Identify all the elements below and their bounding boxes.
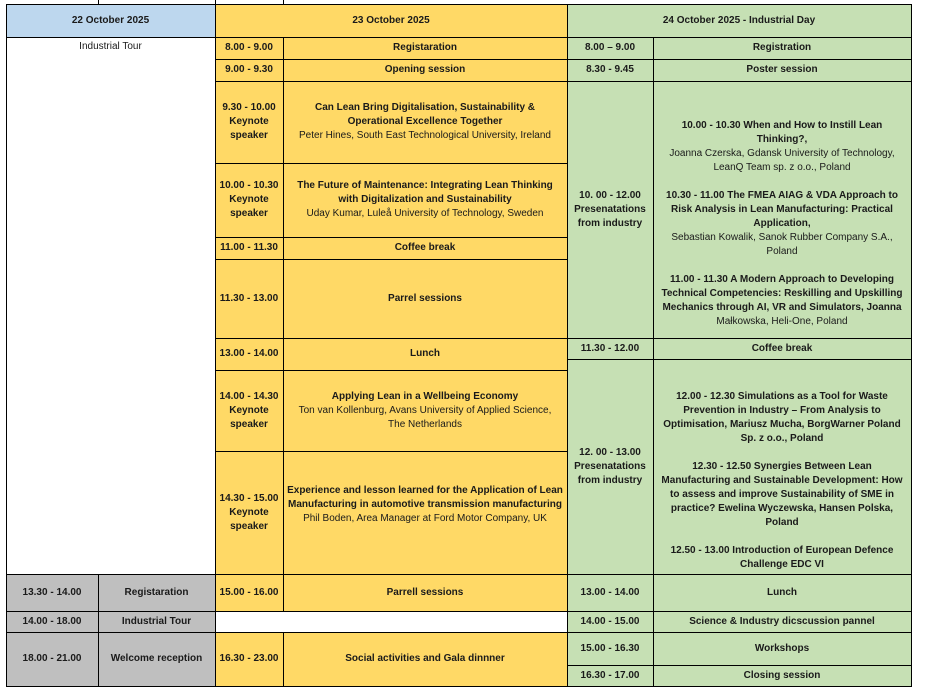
day3-time-panel: 14.00 - 15.00	[567, 611, 653, 632]
day3-time-poster: 8.30 - 9.45	[567, 59, 653, 81]
day2-event-parallel: Parrel sessions	[283, 259, 567, 338]
day3-event-panel: Science & Industry dicscussion pannel	[653, 611, 911, 632]
grid-line	[567, 665, 912, 666]
day2-time-parallel: 11.30 - 13.00	[215, 259, 283, 338]
day2-empty-row	[215, 611, 567, 632]
grid-line	[215, 4, 216, 687]
keynote-title: Experience and lesson learned for the Application of Lean Manufacturing in automotive transmission manufacturing	[287, 485, 563, 510]
grid-line	[283, 632, 284, 687]
grid-line	[567, 359, 912, 360]
keynote-time: 9.30 - 10.00	[222, 102, 276, 113]
day1-time-industrial-tour: 14.00 - 18.00	[6, 611, 98, 632]
day2-event-opening: Opening session	[283, 59, 567, 81]
talk-speaker: Sebastian Kowalik, Sanok Rubber Company S.A., Poland	[671, 232, 893, 257]
grid-line	[215, 451, 567, 452]
keynote-speaker: Ton van Kollenburg, Avans University of Applied Science, The Netherlands	[298, 404, 552, 430]
day2-keynote-4	[283, 451, 567, 574]
day2-keynote-2	[283, 163, 567, 237]
grid-line	[215, 259, 567, 260]
day2-header: 23 October 2025	[215, 4, 567, 37]
day3-presentations-2	[653, 359, 911, 574]
day3-time-closing: 16.30 - 17.00	[567, 665, 653, 686]
day1-event-registration: Registaration	[98, 574, 215, 611]
session-label: Presenatations	[574, 460, 646, 472]
grid-line	[567, 4, 568, 687]
day3-time-presentations-2	[567, 359, 653, 574]
keynote-label: Keynote	[229, 194, 269, 205]
day2-event-registration: Registaration	[283, 37, 567, 59]
grid-line	[6, 611, 912, 612]
day1-time-welcome: 18.00 - 21.00	[6, 632, 98, 686]
keynote-speaker: Peter Hines, South East Technological University, Ireland	[299, 130, 551, 141]
talk-speaker: Małkowska, Heli-One, Poland	[716, 316, 848, 327]
day2-time-keynote-1	[215, 81, 283, 163]
day3-time-workshops: 15.00 - 16.30	[567, 632, 653, 665]
day2-time-parallel-2: 15.00 - 16.00	[215, 574, 283, 611]
day2-keynote-1	[283, 81, 567, 163]
day3-time-coffee: 11.30 - 12.00	[567, 338, 653, 359]
grid-line	[6, 37, 912, 38]
day3-time-lunch: 13.00 - 14.00	[567, 574, 653, 611]
day2-time-coffee: 11.00 - 11.30	[215, 237, 283, 259]
talk-title: 10.00 - 10.30 When and How to Instill Lean Thinking?,	[681, 120, 883, 145]
day2-keynote-3	[283, 370, 567, 451]
talk-title: 12.50 - 13.00 Introduction of European Defence Challenge EDC VI	[670, 545, 894, 570]
day1-industrial-tour-note: Industrial Tour	[6, 37, 215, 574]
day2-time-social: 16.30 - 23.00	[215, 632, 283, 686]
day3-event-workshops: Workshops	[653, 632, 911, 665]
day3-presentations-1	[653, 81, 911, 338]
grid-line	[6, 686, 912, 687]
grid-line	[215, 370, 567, 371]
session-label: from industry	[577, 474, 643, 486]
session-label: Presenatations	[574, 203, 646, 215]
keynote-label: speaker	[230, 418, 268, 430]
day2-time-registration: 8.00 - 9.00	[215, 37, 283, 59]
day3-time-presentations-1	[567, 81, 653, 338]
keynote-label: speaker	[230, 130, 268, 141]
day3-event-registration: Registration	[653, 37, 911, 59]
keynote-label: Keynote	[229, 506, 269, 518]
day2-time-lunch: 13.00 - 14.00	[215, 338, 283, 370]
keynote-title: Applying Lean in a Wellbeing Economy	[331, 390, 519, 402]
day2-time-keynote-3	[215, 370, 283, 451]
day1-time-registration: 13.30 - 14.00	[6, 574, 98, 611]
grid-line	[215, 163, 567, 164]
talk-title: 11.00 - 11.30 A Modern Approach to Developing Technical Competencies: Reskilling and Upskilling Mechanics through AI, VR and Simulators, Joanna	[661, 274, 903, 313]
keynote-title: The Future of Maintenance: Integrating Lean Thinking with Digitalization and Sustainability	[297, 180, 553, 205]
day3-time-registration: 8.00 – 9.00	[567, 37, 653, 59]
day3-header: 24 October 2025 - Industrial Day	[567, 4, 911, 37]
keynote-label: Keynote	[229, 116, 269, 127]
grid-line	[653, 37, 654, 687]
keynote-label: Keynote	[229, 404, 269, 416]
grid-line	[6, 574, 912, 575]
grid-line	[6, 4, 912, 5]
talk-title: 10.30 - 11.00 The FMEA AIAG & VDA Approach to Risk Analysis in Lean Manufacturing: Practical Application,	[666, 190, 898, 229]
grid-line	[283, 37, 284, 611]
day2-event-lunch: Lunch	[283, 338, 567, 370]
keynote-time: 14.30 - 15.00	[219, 492, 279, 504]
keynote-label: speaker	[230, 208, 268, 219]
day2-time-keynote-2	[215, 163, 283, 237]
grid-line	[215, 338, 912, 339]
talk-speaker: Joanna Czerska, Gdansk University of Technology, LeanQ Team sp. z o.o., Poland	[669, 148, 895, 173]
day2-event-parallel-2: Parrell sessions	[283, 574, 567, 611]
day2-event-social: Social activities and Gala dinnner	[283, 632, 567, 686]
talk-title: 12.30 - 12.50 Synergies Between Lean Manufacturing and Sustainable Development: How to assess and improve Sustainability of SME in practice? Ewelina Wyczewska, Hansen Polska, Poland	[661, 461, 903, 528]
grid-line	[6, 4, 7, 687]
keynote-speaker: Phil Boden, Area Manager at Ford Motor Company, UK	[303, 513, 547, 524]
day3-event-lunch: Lunch	[653, 574, 911, 611]
keynote-speaker: Uday Kumar, Luleå University of Technology, Sweden	[306, 208, 544, 219]
grid-line	[215, 59, 912, 60]
keynote-title: Can Lean Bring Digitalisation, Sustainability & Operational Excellence Together	[314, 102, 536, 127]
day1-event-industrial-tour: Industrial Tour	[98, 611, 215, 632]
session-time: 12. 00 - 13.00	[579, 446, 641, 458]
grid-line	[911, 4, 912, 687]
grid-line	[215, 237, 567, 238]
day1-event-welcome: Welcome reception	[98, 632, 215, 686]
grid-line	[215, 81, 912, 82]
keynote-time: 10.00 - 10.30	[219, 180, 279, 191]
grid-line	[6, 632, 912, 633]
session-label: from industry	[577, 217, 643, 229]
keynote-time: 14.00 - 14.30	[219, 390, 279, 402]
day3-event-poster: Poster session	[653, 59, 911, 81]
grid-line	[98, 574, 99, 687]
talk-title: 12.00 - 12.30 Simulations as a Tool for Waste Prevention in Industry – From Analysis to Optimisation, Mariusz Mucha, BorgWarner Poland Sp. z o.o., Poland	[663, 391, 901, 444]
day2-time-opening: 9.00 - 9.30	[215, 59, 283, 81]
day2-event-coffee: Coffee break	[283, 237, 567, 259]
session-time: 10. 00 - 12.00	[579, 189, 641, 201]
day3-event-closing: Closing session	[653, 665, 911, 686]
day1-header: 22 October 2025	[6, 4, 215, 37]
day2-time-keynote-4	[215, 451, 283, 574]
day3-event-coffee: Coffee break	[653, 338, 911, 359]
keynote-label: speaker	[230, 520, 268, 532]
